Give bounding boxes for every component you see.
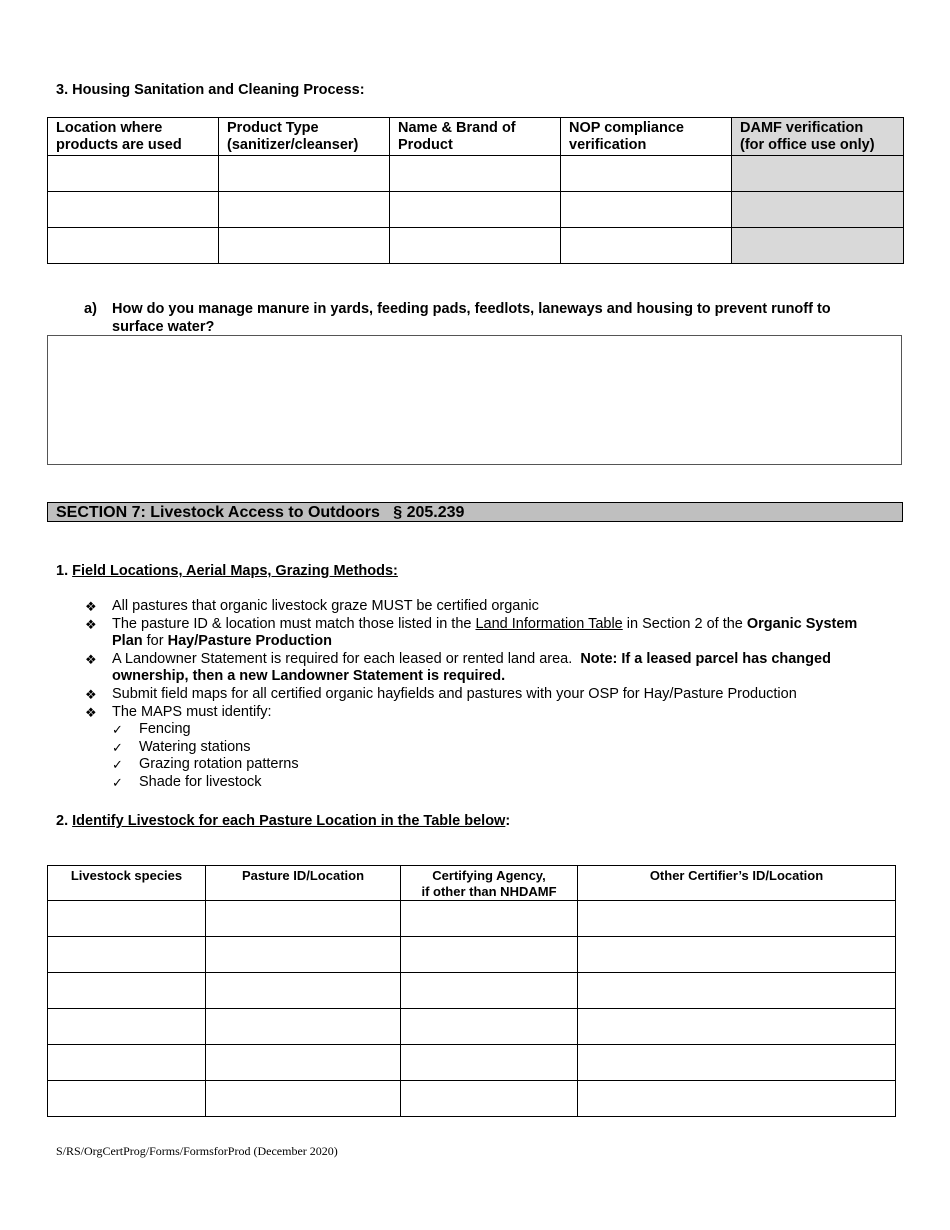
list-item: ✓ Grazing rotation patterns <box>112 756 299 773</box>
table-row <box>48 192 904 228</box>
table-cell[interactable] <box>48 1009 206 1045</box>
table-cell[interactable] <box>219 228 390 264</box>
identify-livestock-heading: 2. Identify Livestock for each Pasture Location in the Table below: <box>56 813 511 829</box>
field-locations-heading-text: Field Locations, Aerial Maps, Grazing Methods: <box>72 563 398 579</box>
table-cell[interactable] <box>578 1009 896 1045</box>
diamond-bullet-icon: ❖ <box>85 616 97 632</box>
diamond-bullet-icon: ❖ <box>85 599 97 614</box>
table-row <box>48 228 904 264</box>
section-7-title-bar <box>47 502 903 522</box>
list-item: ✓ Fencing <box>112 721 191 738</box>
table-row <box>48 156 904 192</box>
table-cell[interactable] <box>561 192 732 228</box>
checkmark-icon: ✓ <box>112 774 123 790</box>
list-item: ❖ The MAPS must identify: <box>85 703 272 720</box>
housing-heading: 3. Housing Sanitation and Cleaning Process: <box>56 82 365 98</box>
table-cell[interactable] <box>578 1045 896 1081</box>
table-cell[interactable] <box>578 937 896 973</box>
table-cell[interactable] <box>206 1009 401 1045</box>
checkmark-icon: ✓ <box>112 722 123 738</box>
list-item: ❖ Submit field maps for all certified organic hayfields and pastures with your OSP for Hay/Pasture Production <box>85 685 797 702</box>
table-cell[interactable] <box>401 937 578 973</box>
table-row <box>48 901 896 937</box>
question-a-text-line1: How do you manage manure in yards, feeding pads, feedlots, laneways and housing to prevent runoff to <box>112 301 831 317</box>
housing-sanitation-table <box>47 117 904 264</box>
table-cell[interactable] <box>48 1081 206 1117</box>
table-cell[interactable] <box>206 937 401 973</box>
question-a-text-line2: surface water? <box>112 319 215 335</box>
table-cell[interactable] <box>401 1081 578 1117</box>
diamond-bullet-icon: ❖ <box>85 704 97 720</box>
table-cell[interactable] <box>206 901 401 937</box>
table-header-row <box>48 118 904 156</box>
question-a-label: a) <box>84 301 97 317</box>
list-item: ✓ Shade for livestock <box>112 773 262 790</box>
field-locations-heading: 1. Field Locations, Aerial Maps, Grazing Methods: <box>56 563 398 579</box>
checkmark-icon: ✓ <box>112 757 123 773</box>
list-item: ❖ All pastures that organic livestock graze MUST be certified organic <box>85 598 539 614</box>
list-item: ❖ The pasture ID & location must match those listed in the Land Information Table in Section 2 of the Organic System Plan for Hay/Pasture Production <box>85 615 858 650</box>
table-cell-office-use <box>732 192 904 228</box>
table-cell[interactable] <box>219 192 390 228</box>
table-row <box>48 937 896 973</box>
diamond-bullet-icon: ❖ <box>85 651 97 667</box>
manure-answer-box[interactable] <box>47 335 902 465</box>
col-product-type-header: Product Type (sanitizer/cleanser) <box>219 118 390 156</box>
table-cell[interactable] <box>48 973 206 1009</box>
table-row <box>48 1081 896 1117</box>
footer-file-path: S/RS/OrgCertProg/Forms/FormsforProd (December 2020) <box>56 1144 338 1158</box>
identify-livestock-heading-text: Identify Livestock for each Pasture Location in the Table below <box>72 813 506 829</box>
table-cell-office-use <box>732 228 904 264</box>
field-locations-bullets <box>85 598 885 792</box>
diamond-bullet-icon: ❖ <box>85 686 97 702</box>
table-cell[interactable] <box>401 1045 578 1081</box>
table-cell[interactable] <box>390 192 561 228</box>
table-cell[interactable] <box>401 1009 578 1045</box>
land-information-table-ref: Land Information Table <box>475 615 623 632</box>
list-item: ❖ A Landowner Statement is required for each leased or rented land area. Note: If a leased parcel has changed ownership, then a new Landowner Statement is required. <box>85 650 831 685</box>
col-location-header: Location where products are used <box>48 118 219 156</box>
checkmark-icon: ✓ <box>112 739 123 755</box>
maps-requirements-list <box>85 721 885 791</box>
table-cell[interactable] <box>48 156 219 192</box>
table-row <box>48 973 896 1009</box>
list-item: ✓ Watering stations <box>112 738 251 755</box>
col-pasture-id-header: Pasture ID/Location <box>206 866 401 901</box>
table-cell[interactable] <box>48 228 219 264</box>
table-cell[interactable] <box>561 228 732 264</box>
table-cell-office-use <box>732 156 904 192</box>
table-row <box>48 1045 896 1081</box>
table-cell[interactable] <box>48 1045 206 1081</box>
livestock-pasture-table <box>47 865 896 1117</box>
table-cell[interactable] <box>401 973 578 1009</box>
table-cell[interactable] <box>390 228 561 264</box>
table-row <box>48 1009 896 1045</box>
table-header-row <box>48 866 896 901</box>
col-nop-compliance-header: NOP compliance verification <box>561 118 732 156</box>
col-other-certifier-header: Other Certifier’s ID/Location <box>578 866 896 901</box>
table-cell[interactable] <box>206 1045 401 1081</box>
col-certifying-agency-header: Certifying Agency, if other than NHDAMF <box>401 866 578 901</box>
table-cell[interactable] <box>206 1081 401 1117</box>
table-cell[interactable] <box>390 156 561 192</box>
table-cell[interactable] <box>401 901 578 937</box>
section-7-title: SECTION 7: Livestock Access to Outdoors § 205.239 <box>56 504 465 521</box>
table-cell[interactable] <box>206 973 401 1009</box>
table-cell[interactable] <box>578 901 896 937</box>
table-cell[interactable] <box>48 901 206 937</box>
table-cell[interactable] <box>578 1081 896 1117</box>
table-cell[interactable] <box>48 192 219 228</box>
col-livestock-species-header: Livestock species <box>48 866 206 901</box>
table-cell[interactable] <box>578 973 896 1009</box>
table-cell[interactable] <box>48 937 206 973</box>
question-a <box>84 300 894 336</box>
table-cell[interactable] <box>219 156 390 192</box>
table-cell[interactable] <box>561 156 732 192</box>
col-name-brand-header: Name & Brand of Product <box>390 118 561 156</box>
col-damf-verification-header: DAMF verification (for office use only) <box>732 118 904 156</box>
